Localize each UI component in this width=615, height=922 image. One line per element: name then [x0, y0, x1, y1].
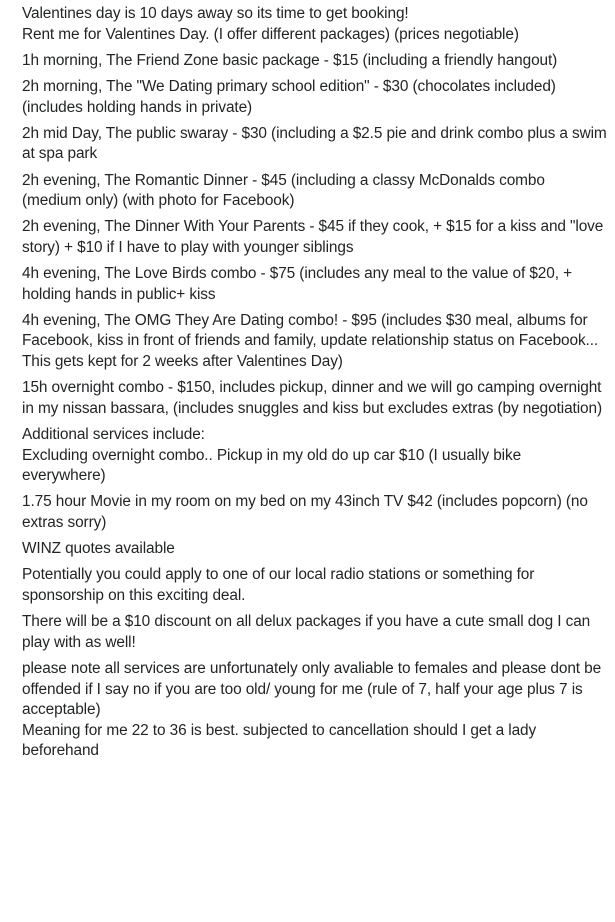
post-paragraph: Potentially you could apply to one of our local radio stations or something for sponsorship on this exciting deal. — [22, 566, 535, 604]
post-paragraph: 1h morning, The Friend Zone basic package - $15 (including a friendly hangout) — [22, 51, 558, 69]
post-paragraph: There will be a $10 discount on all delux packages if you have a cute small dog I can play with as well! — [22, 613, 591, 651]
post-paragraph: 4h evening, The Love Birds combo - $75 (includes any meal to the value of $20, + holding hands in public+ kiss — [22, 265, 572, 303]
post-paragraph: Valentines day is 10 days away so its time to get booking! — [22, 5, 409, 22]
post-paragraph: 2h evening, The Romantic Dinner - $45 (including a classy McDonalds combo (medium only) (with photo for Facebook) — [22, 171, 545, 210]
post-paragraph: 4h evening, The OMG They Are Dating combo! - $95 (includes $30 meal, albums for Facebook, kiss in front of friends and family, update relationship status on Facebook... This gets kept for 2 weeks after Valentines Day) — [22, 311, 599, 371]
post-paragraph: please note all services are unfortunately only avaliable to females and please dont be offended if I say no if you are too old/ young for me (rule of 7, half your age plus 7 is acceptable) — [22, 659, 602, 719]
post-paragraph: Additional services include: — [22, 426, 205, 444]
post-paragraph: 2h evening, The Dinner With Your Parents - $45 if they cook, + $15 for a kiss and "love story) + $10 if I have to play with younger siblings — [22, 218, 604, 256]
post-paragraph: Excluding overnight combo.. Pickup in my old do up car $10 (I usually bike everywhere) — [22, 446, 522, 485]
post-paragraph: Meaning for me 22 to 36 is best. subjected to cancellation should I get a lady beforehand — [22, 721, 537, 760]
post-paragraph: 15h overnight combo - $150, includes pickup, dinner and we will go camping overnight in my nissan bassara, (includes snuggles and kiss but excludes extras (by negotiation) — [22, 379, 602, 417]
post-paragraph: WINZ quotes available — [22, 540, 175, 558]
post-paragraph: 2h morning, The "We Dating primary school edition" - $30 (chocolates included) (includes holding hands in private) — [22, 77, 556, 116]
post-paragraph: 1.75 hour Movie in my room on my bed on my 43inch TV $42 (includes popcorn) (no extras sorry) — [22, 493, 588, 531]
post-paragraph: 2h mid Day, The public swaray - $30 (including a $2.5 pie and drink combo plus a swim at spa park — [22, 124, 607, 163]
post-paragraph: Rent me for Valentines Day. (I offer different packages) (prices negotiable) — [22, 25, 519, 43]
